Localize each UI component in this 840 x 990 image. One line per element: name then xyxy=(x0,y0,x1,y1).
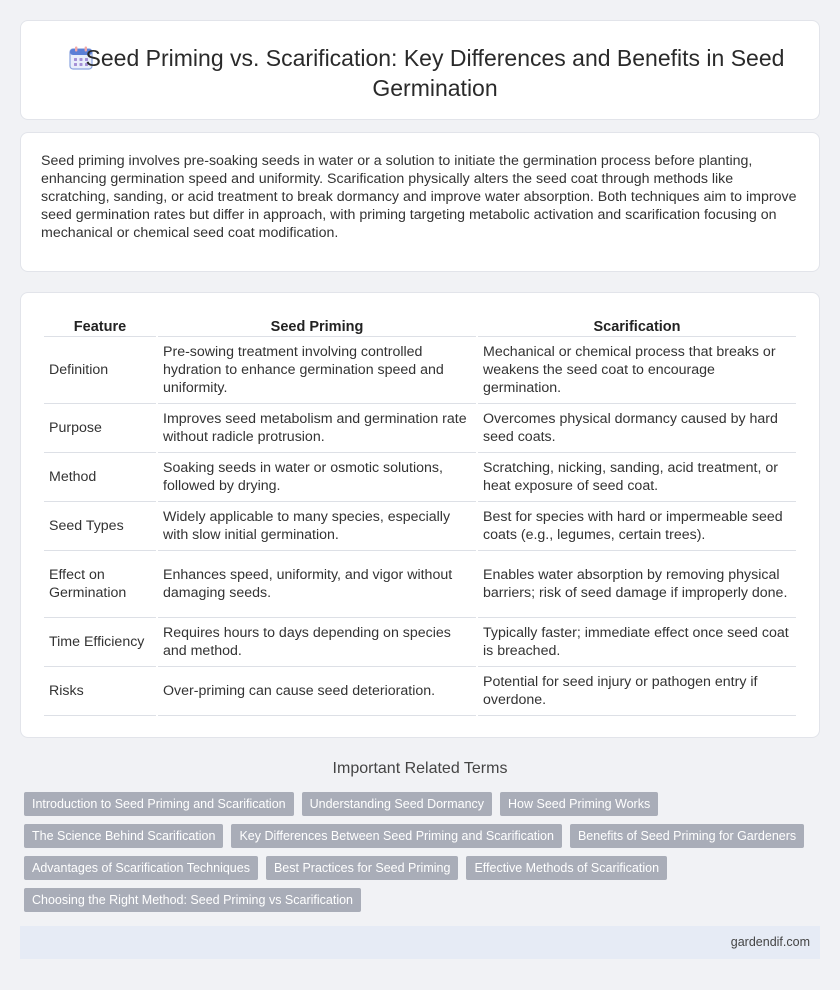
chip-row xyxy=(24,856,824,888)
feature-cell: Purpose xyxy=(44,404,156,453)
page-title: Seed Priming vs. Scarification: Key Differences and Benefits in Seed Germination xyxy=(85,45,785,101)
priming-cell: Widely applicable to many species, especially with slow initial germination. xyxy=(158,502,476,551)
scarification-cell: Best for species with hard or impermeable seed coats (e.g., legumes, certain trees). xyxy=(478,502,796,551)
related-terms-heading: Important Related Terms xyxy=(332,760,508,777)
feature-cell: Seed Types xyxy=(44,502,156,551)
footer-site-link[interactable]: gardendif.com xyxy=(730,935,810,949)
table-row xyxy=(44,404,796,453)
footer xyxy=(20,926,820,959)
table-row xyxy=(44,618,796,667)
feature-cell: Effect on Germination xyxy=(44,551,156,618)
priming-cell: Requires hours to days depending on species and method. xyxy=(158,618,476,667)
header-feature: Feature xyxy=(44,315,156,337)
related-term-chip[interactable]: Advantages of Scarification Techniques xyxy=(24,856,258,880)
related-term-chip[interactable]: Best Practices for Seed Priming xyxy=(266,856,458,880)
comparison-table-card xyxy=(20,292,820,738)
related-term-chip[interactable]: Effective Methods of Scarification xyxy=(466,856,667,880)
header-seed-priming: Seed Priming xyxy=(158,315,476,337)
scarification-cell: Scratching, nicking, sanding, acid treatment, or heat exposure of seed coat. xyxy=(478,453,796,502)
scarification-cell: Mechanical or chemical process that breaks or weakens the seed coat to encourage germination. xyxy=(478,337,796,404)
table-row xyxy=(44,551,796,618)
related-term-chip[interactable]: Understanding Seed Dormancy xyxy=(302,792,492,816)
feature-cell: Time Efficiency xyxy=(44,618,156,667)
table-row xyxy=(44,453,796,502)
scarification-cell: Potential for seed injury or pathogen entry if overdone. xyxy=(478,667,796,716)
related-term-chip[interactable]: How Seed Priming Works xyxy=(500,792,658,816)
related-term-chip[interactable]: Benefits of Seed Priming for Gardeners xyxy=(570,824,804,848)
chip-row xyxy=(24,888,824,920)
priming-cell: Enhances speed, uniformity, and vigor without damaging seeds. xyxy=(158,551,476,618)
table-row xyxy=(44,667,796,716)
chip-row xyxy=(24,792,824,824)
priming-cell: Pre-sowing treatment involving controlled hydration to enhance germination speed and uniformity. xyxy=(158,337,476,404)
table-row xyxy=(44,337,796,404)
table-row xyxy=(44,502,796,551)
feature-cell: Risks xyxy=(44,667,156,716)
chip-row xyxy=(24,824,824,856)
intro-paragraph: Seed priming involves pre-soaking seeds in water or a solution to initiate the germination process before planting, enhancing germination speed and uniformity. Scarification physically alters the seed coat through methods like scratching, sanding, or acid treatment to break dormancy and improve water absorption. Both techniques aim to improve seed germination rates but differ in approach, with priming targeting metabolic activation and scarification focusing on mechanical or chemical seed coat modification. xyxy=(41,153,797,241)
header-scarification: Scarification xyxy=(478,315,796,337)
priming-cell: Soaking seeds in water or osmotic solutions, followed by drying. xyxy=(158,453,476,502)
scarification-cell: Enables water absorption by removing physical barriers; risk of seed damage if improperly done. xyxy=(478,551,796,618)
scarification-cell: Typically faster; immediate effect once seed coat is breached. xyxy=(478,618,796,667)
related-term-chip[interactable]: The Science Behind Scarification xyxy=(24,824,223,848)
related-term-chip[interactable]: Choosing the Right Method: Seed Priming vs Scarification xyxy=(24,888,361,912)
intro-card xyxy=(20,132,820,272)
related-term-chip[interactable]: Introduction to Seed Priming and Scarification xyxy=(24,792,294,816)
priming-cell: Over-priming can cause seed deterioration. xyxy=(158,667,476,716)
table-header-row xyxy=(44,315,796,337)
related-term-chip[interactable]: Key Differences Between Seed Priming and Scarification xyxy=(231,824,562,848)
priming-cell: Improves seed metabolism and germination rate without radicle protrusion. xyxy=(158,404,476,453)
scarification-cell: Overcomes physical dormancy caused by hard seed coats. xyxy=(478,404,796,453)
comparison-table xyxy=(42,315,798,716)
title-card xyxy=(20,20,820,120)
related-terms-list xyxy=(24,792,824,920)
feature-cell: Definition xyxy=(44,337,156,404)
feature-cell: Method xyxy=(44,453,156,502)
